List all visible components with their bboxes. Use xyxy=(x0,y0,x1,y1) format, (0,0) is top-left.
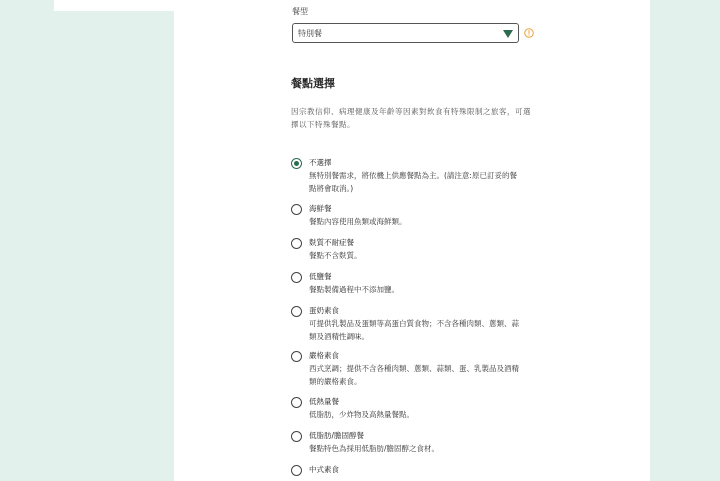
option-label: 蛋奶素食 xyxy=(309,306,339,315)
meal-type-label: 餐型 xyxy=(292,7,308,16)
option-label: 不選擇 xyxy=(309,158,332,167)
radio-button[interactable] xyxy=(291,306,302,317)
radio-button[interactable] xyxy=(291,351,302,362)
option-description: 餐點製備過程中不添加鹽。 xyxy=(309,285,399,294)
option-description: 餐點內容使用魚類或海鮮類。 xyxy=(309,217,407,226)
option-label: 麩質不耐症餐 xyxy=(309,238,354,247)
radio-button[interactable] xyxy=(291,465,302,476)
radio-button[interactable] xyxy=(291,238,302,249)
meal-type-select-value: 特別餐 xyxy=(298,29,322,38)
radio-button[interactable] xyxy=(291,431,302,442)
option-label: 低脂肪/膽固醇餐 xyxy=(309,431,365,440)
option-description: 餐點特色為採用低脂肪/膽固醇之食材。 xyxy=(309,444,440,453)
triangle-down-icon xyxy=(503,30,513,38)
radio-button[interactable] xyxy=(291,158,302,169)
option-label: 低熱量餐 xyxy=(309,397,339,406)
radio-button[interactable] xyxy=(291,397,302,408)
meal-selection-panel xyxy=(174,0,650,481)
top-white-strip xyxy=(54,0,174,11)
option-label: 低鹽餐 xyxy=(309,272,332,281)
option-description: 低脂肪，少炸物及高熱量餐點。 xyxy=(309,410,414,419)
option-label: 海鮮餐 xyxy=(309,204,332,213)
option-description: 西式烹調；提供不含各種肉類、蔥類、蒜類、蛋、乳製品及酒精類的嚴格素食。 xyxy=(309,364,519,386)
info-icon[interactable] xyxy=(524,28,534,38)
option-label: 嚴格素食 xyxy=(309,351,339,360)
option-description: 可提供乳製品及蛋類等高蛋白質食物；不含各種肉類、蔥類、蒜類及酒精性調味。 xyxy=(309,319,519,341)
meal-type-select[interactable] xyxy=(292,23,519,43)
section-title: 餐點選擇 xyxy=(291,77,335,90)
option-description: 餐點不含麩質。 xyxy=(309,251,362,260)
section-description: 因宗教信仰、病理健康及年齡等因素對飲食有特殊限制之旅客，可選擇以下特殊餐點。 xyxy=(291,107,531,129)
option-description: 無特別餐需求，將依機上供應餐點為主。(請注意:原已訂妥的餐點將會取消。) xyxy=(309,171,517,193)
radio-button[interactable] xyxy=(291,272,302,283)
option-label: 中式素食 xyxy=(309,465,339,474)
radio-button[interactable] xyxy=(291,204,302,215)
